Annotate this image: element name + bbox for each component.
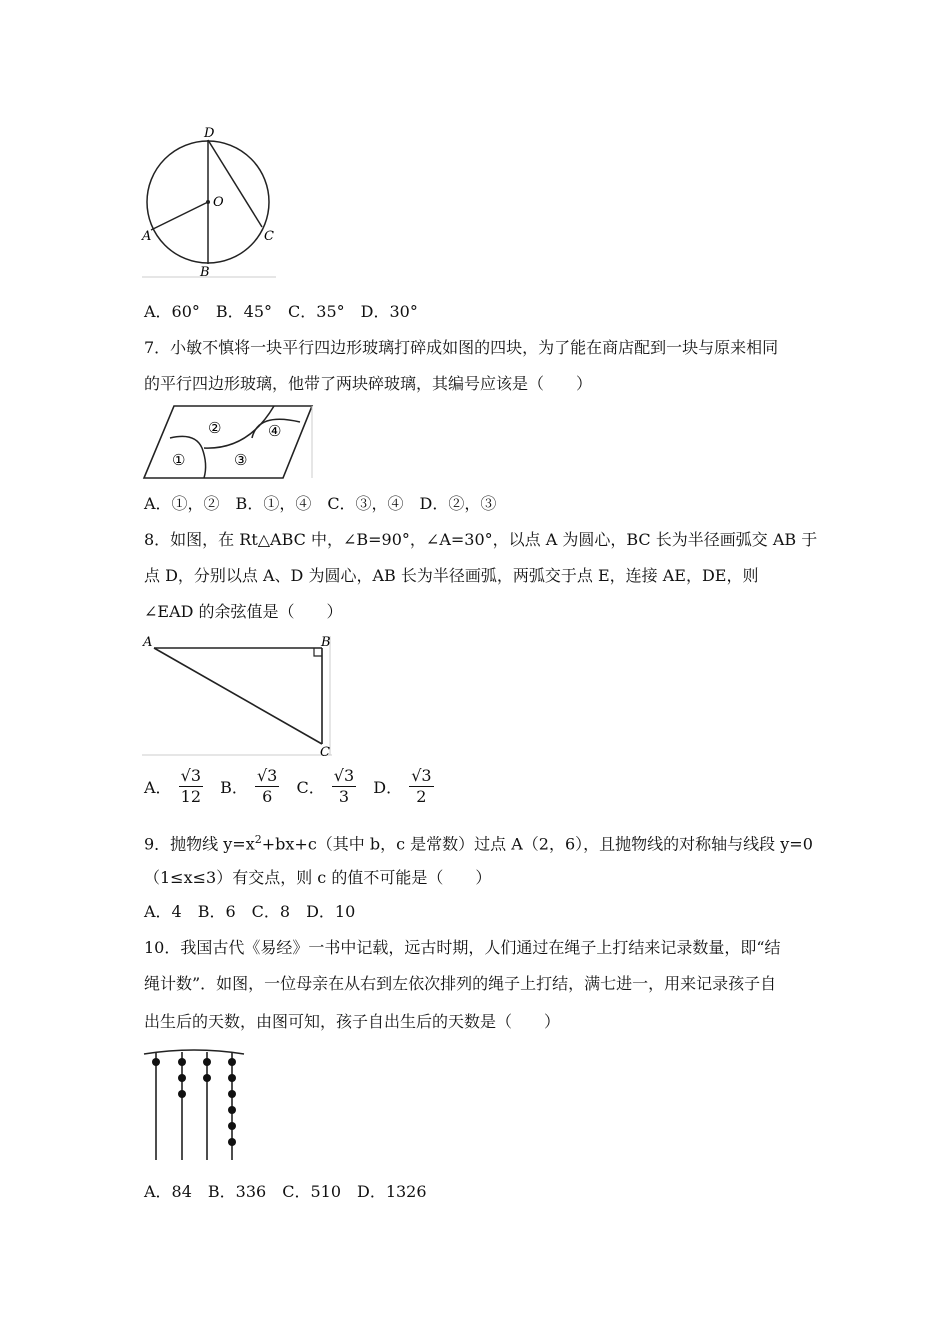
q6-options: A．60° B．45° C．35° D．30° — [144, 302, 418, 321]
knot — [203, 1074, 211, 1082]
q10-text-line2: 绳计数”．如图，一位母亲在从右到左依次排列的绳子上打结，满七进一，用来记录孩子自 — [144, 974, 777, 993]
q7-options: A．①，② B．①，④ C．③，④ D．②，③ — [144, 494, 497, 513]
q7-text-line1: 7．小敏不慎将一块平行四边形玻璃打碎成如图的四块，为了能在商店配到一块与原来相同 — [144, 338, 779, 357]
piece-1-label: ① — [172, 451, 186, 469]
knot — [178, 1058, 186, 1066]
piece-2-label: ② — [208, 419, 222, 437]
q10-text-line3: 出生后的天数，由图可知，孩子自出生后的天数是（ ） — [144, 1012, 561, 1031]
q8-option-b: B． $\frac{√3}{6}$ — [220, 766, 278, 806]
fraction: $\frac{√3}{6}$ — [256, 766, 278, 806]
knot — [228, 1090, 236, 1098]
q9-text-line1: 9．抛物线 $y=x^2+bx+c$（其中 b，c 是常数）过点 A（2，6），且抛物线的对称轴与线段 y=0 — [144, 833, 813, 854]
chord-dc — [208, 140, 262, 227]
piece-4-label: ④ — [268, 422, 282, 440]
knot — [228, 1074, 236, 1082]
q8-option-a: A． $\frac{√3}{12}$ — [144, 766, 202, 806]
q10-knot-rope-figure — [140, 1044, 250, 1164]
side-ac — [154, 648, 322, 744]
q8-option-c: C． $\frac{√3}{3}$ — [296, 766, 355, 806]
q8-text-line1: 8．如图，在 Rt△ABC 中，∠B=90°，∠A=30°，以点 A 为圆心，BC 长为半径画弧交 AB 于 — [144, 530, 818, 549]
knot — [228, 1106, 236, 1114]
piece-3-label: ③ — [234, 451, 248, 469]
knot — [178, 1090, 186, 1098]
q7-text-line2: 的平行四边形玻璃，他带了两块碎玻璃，其编号应该是（ ） — [144, 374, 593, 393]
label-c: C — [264, 229, 274, 244]
q8-triangle-figure — [140, 632, 336, 758]
knot — [178, 1074, 186, 1082]
q8-option-d: D． $\frac{√3}{2}$ — [373, 766, 432, 806]
q8-text-line3: ∠EAD 的余弦值是（ ） — [144, 602, 343, 621]
q6-circle-figure — [140, 120, 280, 282]
knot — [152, 1058, 160, 1066]
label-o: O — [213, 195, 224, 210]
fraction: $\frac{√3}{3}$ — [333, 766, 355, 806]
q8-options — [144, 766, 446, 807]
q9-options: A．4 B．6 C．8 D．10 — [144, 902, 356, 921]
q9-text-line2: （1≤x≤3）有交点，则 c 的值不可能是（ ） — [144, 868, 492, 887]
q10-options: A．84 B．336 C．510 D．1326 — [144, 1182, 427, 1201]
label-a: A — [142, 229, 152, 244]
fraction: $\frac{√3}{2}$ — [411, 766, 432, 806]
q7-parallelogram-figure — [140, 402, 318, 484]
q10-text-line1: 10．我国古代《易经》一书中记载，远古时期，人们通过在绳子上打结来记录数量，即“结 — [144, 938, 781, 957]
knot — [228, 1122, 236, 1130]
parallelogram — [144, 406, 312, 478]
q8-text-line2: 点 D，分别以点 A、D 为圆心，AB 长为半径画弧，两弧交于点 E，连接 AE，DE，则 — [144, 566, 759, 585]
knot — [203, 1058, 211, 1066]
top-bar — [144, 1050, 244, 1054]
knot — [228, 1138, 236, 1146]
fraction: $\frac{√3}{12}$ — [180, 766, 202, 806]
label-b: B — [321, 635, 331, 650]
radius-oa — [151, 202, 208, 230]
label-a: A — [143, 635, 153, 650]
knot — [228, 1058, 236, 1066]
label-d: D — [204, 126, 215, 141]
center-dot — [206, 200, 210, 204]
label-b: B — [200, 265, 210, 280]
label-c: C — [320, 745, 330, 758]
